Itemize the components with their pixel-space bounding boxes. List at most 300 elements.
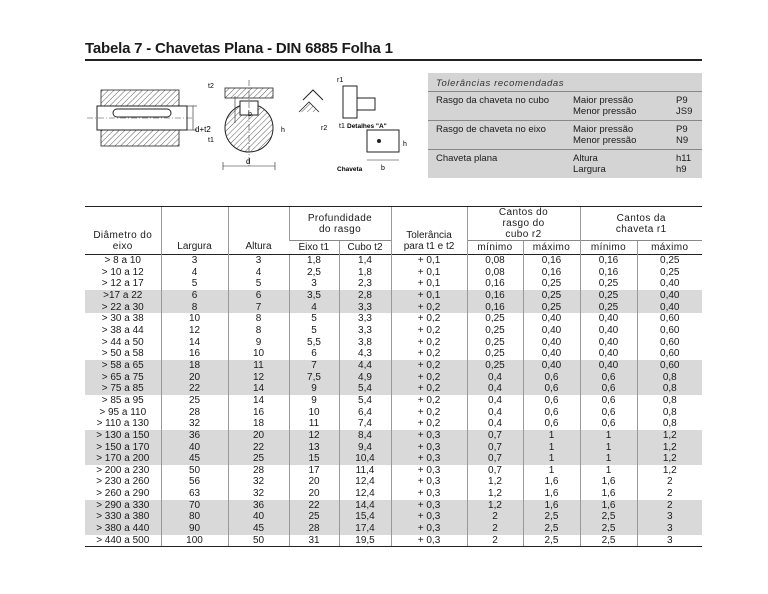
label-d-t2: d+t2 — [195, 125, 211, 134]
table-row — [85, 418, 702, 430]
table-cell: + 0,2 — [391, 383, 467, 395]
table-cell: 0,25 — [467, 325, 523, 337]
table-cell: 22 — [161, 383, 228, 395]
table-cell: 2,5 — [580, 511, 637, 523]
table-cell: + 0,3 — [391, 442, 467, 454]
table-cell: 1,8 — [289, 255, 339, 267]
table-cell: 7,5 — [289, 372, 339, 384]
table-row — [85, 523, 702, 535]
table-cell: + 0,3 — [391, 476, 467, 488]
table-row — [85, 500, 702, 512]
header-altura: Altura — [228, 207, 289, 255]
table-cell: 0,6 — [523, 383, 580, 395]
table-cell: 50 — [161, 465, 228, 477]
table-cell: 0,25 — [580, 302, 637, 314]
table-cell: 4 — [289, 302, 339, 314]
table-cell: 2,5 — [523, 535, 580, 547]
table-cell: 1,6 — [580, 476, 637, 488]
table-cell: > 130 a 150 — [85, 430, 161, 442]
table-cell: 5,4 — [339, 395, 391, 407]
table-cell: 0,40 — [523, 313, 580, 325]
table-cell: 0,25 — [523, 302, 580, 314]
table-cell: + 0,3 — [391, 465, 467, 477]
table-row — [85, 535, 702, 547]
table-cell: 0,40 — [637, 290, 702, 302]
table-cell: 0,6 — [580, 383, 637, 395]
table-cell: + 0,1 — [391, 267, 467, 279]
table-cell: 7 — [289, 360, 339, 372]
title-rule — [85, 59, 702, 61]
table-cell: 32 — [228, 488, 289, 500]
table-cell: 10 — [161, 313, 228, 325]
table-cell: 28 — [289, 523, 339, 535]
table-cell: 0,08 — [467, 267, 523, 279]
table-cell: 12,4 — [339, 476, 391, 488]
table-cell: 0,6 — [580, 395, 637, 407]
table-cell: 0,6 — [523, 395, 580, 407]
table-cell: 1,2 — [637, 465, 702, 477]
table-cell: 0,25 — [637, 267, 702, 279]
table-cell: + 0,2 — [391, 325, 467, 337]
table-cell: 0,60 — [637, 360, 702, 372]
header-minimo-r2: mínimo — [467, 241, 523, 255]
table-cell: 0,8 — [637, 395, 702, 407]
table-row — [85, 325, 702, 337]
table-cell: 0,60 — [637, 348, 702, 360]
table-cell: 0,8 — [637, 383, 702, 395]
table-cell: + 0,2 — [391, 337, 467, 349]
table-cell: 6 — [289, 348, 339, 360]
table-cell: 3 — [637, 523, 702, 535]
table-cell: 0,08 — [467, 255, 523, 267]
table-cell: 18 — [161, 360, 228, 372]
table-cell: 4,9 — [339, 372, 391, 384]
table-cell: 3 — [161, 255, 228, 267]
table-cell: + 0,2 — [391, 360, 467, 372]
table-cell: 13 — [289, 442, 339, 454]
table-cell: 4,3 — [339, 348, 391, 360]
table-cell: 11 — [228, 360, 289, 372]
table-row — [85, 278, 702, 290]
table-cell: 3 — [228, 255, 289, 267]
table-cell: 18 — [228, 418, 289, 430]
table-cell: 100 — [161, 535, 228, 547]
table-cell: + 0,3 — [391, 488, 467, 500]
table-row — [85, 290, 702, 302]
table-cell: 1 — [580, 453, 637, 465]
table-cell: 0,60 — [637, 337, 702, 349]
table-cell: > 30 a 38 — [101, 313, 144, 325]
table-cell: > 75 a 85 — [85, 383, 161, 395]
table-cell: 22 — [228, 442, 289, 454]
table-cell: 6,4 — [339, 407, 391, 419]
table-cell: > 95 a 110 — [99, 406, 147, 418]
table-cell: 0,16 — [523, 267, 580, 279]
table-cell: > 85 a 95 — [101, 394, 144, 406]
table-cell: + 0,2 — [391, 348, 467, 360]
table-cell: 0,40 — [580, 360, 637, 372]
table-cell: 8 — [161, 302, 228, 314]
header-cubo-t2: Cubo t2 — [339, 241, 391, 255]
table-cell: 0,6 — [523, 372, 580, 384]
header-profundidade: Profundidade do rasgo — [289, 207, 391, 241]
table-cell: 1 — [523, 465, 580, 477]
table-cell: + 0,3 — [391, 430, 467, 442]
table-cell: 0,6 — [523, 418, 580, 430]
table-cell: 2,5 — [523, 511, 580, 523]
table-cell: 2 — [637, 500, 702, 512]
table-cell: 1 — [580, 442, 637, 454]
table-cell: 1,6 — [580, 488, 637, 500]
table-cell: 8,4 — [339, 430, 391, 442]
table-cell: 15,4 — [339, 511, 391, 523]
shaft-side-view — [87, 90, 197, 146]
table-cell: 1,2 — [467, 500, 523, 512]
table-cell: > 22 a 30 — [85, 302, 161, 314]
table-cell: 40 — [228, 511, 289, 523]
svg-text:h: h — [281, 127, 285, 134]
table-cell: 1 — [523, 442, 580, 454]
header-tolerancia: Tolerância para t1 e t2 — [391, 207, 467, 255]
table-cell: 70 — [161, 500, 228, 512]
table-cell: 0,60 — [637, 325, 702, 337]
table-cell: 0,7 — [467, 465, 523, 477]
table-cell: 3 — [637, 511, 702, 523]
table-cell: 1 — [523, 430, 580, 442]
table-cell: 0,16 — [580, 267, 637, 279]
table-cell: 0,25 — [580, 278, 637, 290]
header-largura: Largura — [161, 207, 228, 255]
table-row — [85, 313, 702, 325]
page-title: Tabela 7 - Chavetas Plana - DIN 6885 Folha 1 — [85, 40, 393, 57]
table-cell: 0,4 — [467, 395, 523, 407]
table-cell: 19,5 — [339, 535, 391, 547]
table-cell: > 150 a 170 — [85, 442, 161, 454]
tolerance-header: Tolerâncias recomendadas — [436, 78, 565, 89]
tolerance-row: Rasgo de chaveta no eixo Maior pressão P9 Menor pressão N9 — [428, 120, 702, 150]
table-cell: > 8 a 10 — [85, 255, 161, 267]
table-cell: 40 — [161, 442, 228, 454]
table-cell: 2 — [637, 488, 702, 500]
header-cantos-r2: Cantos do rasgo do cubo r2 — [467, 207, 580, 241]
table-cell: 1,2 — [637, 430, 702, 442]
header-maximo-r2: máximo — [523, 241, 580, 255]
table-cell: 9,4 — [339, 442, 391, 454]
table-cell: > 10 a 12 — [101, 266, 144, 278]
table-cell: 5,5 — [289, 337, 339, 349]
label-r2: r2 — [321, 125, 328, 132]
table-cell: 22 — [289, 500, 339, 512]
table-cell: 1 — [523, 453, 580, 465]
table-cell: 0,7 — [467, 442, 523, 454]
table-cell: 3 — [289, 278, 339, 290]
table-cell: 45 — [228, 523, 289, 535]
table-row — [85, 360, 702, 372]
table-cell: 5 — [228, 278, 289, 290]
label-b: b — [248, 111, 252, 118]
table-cell: > 380 a 440 — [85, 523, 161, 535]
table-cell: 1,6 — [580, 500, 637, 512]
table-cell: 20 — [289, 476, 339, 488]
label-t2: t2 — [208, 83, 214, 90]
table-cell: 0,7 — [467, 453, 523, 465]
table-cell: 17 — [289, 465, 339, 477]
table-cell: > 38 a 44 — [101, 324, 144, 336]
table-cell: 6 — [228, 290, 289, 302]
table-cell: 1,2 — [467, 476, 523, 488]
table-cell: 0,16 — [580, 255, 637, 267]
table-cell: > 260 a 290 — [96, 488, 150, 500]
table-cell: 4 — [161, 267, 228, 279]
table-cell: 3,3 — [339, 325, 391, 337]
header-maximo-r1: máximo — [637, 241, 702, 255]
table-cell: 14 — [228, 383, 289, 395]
table-cell: 3,3 — [339, 302, 391, 314]
table-cell: 32 — [161, 418, 228, 430]
table-cell: + 0,3 — [391, 500, 467, 512]
table-cell: 1,6 — [523, 488, 580, 500]
table-cell: 11,4 — [339, 465, 391, 477]
table-cell: 1,2 — [637, 442, 702, 454]
table-cell: 0,8 — [637, 418, 702, 430]
header-diametro: Diâmetro do eixo — [85, 207, 161, 255]
table-cell: 36 — [161, 430, 228, 442]
table-cell: > 110 a 130 — [96, 418, 149, 430]
table-row — [85, 372, 702, 384]
table-cell: 16 — [161, 348, 228, 360]
label-b2: b — [381, 165, 385, 172]
label-t1-right: t1 — [339, 123, 345, 130]
table-cell: > 170 a 200 — [85, 453, 161, 465]
table-cell: 0,25 — [467, 337, 523, 349]
table-cell: > 200 a 230 — [96, 464, 150, 476]
table-cell: 17,4 — [339, 523, 391, 535]
table-cell: 0,6 — [580, 407, 637, 419]
table-cell: 5,4 — [339, 383, 391, 395]
table-cell: 0,40 — [580, 337, 637, 349]
table-cell: + 0,3 — [391, 523, 467, 535]
table-cell: 0,40 — [637, 278, 702, 290]
table-cell: 8 — [228, 313, 289, 325]
table-cell: 10 — [228, 348, 289, 360]
table-cell: 10,4 — [339, 453, 391, 465]
table-cell: 0,25 — [523, 278, 580, 290]
table-cell: > 12 a 17 — [101, 278, 144, 290]
keyway-table — [85, 206, 702, 547]
table-cell: 0,40 — [523, 348, 580, 360]
table-cell: 14 — [161, 337, 228, 349]
table-cell: 7 — [228, 302, 289, 314]
table-cell: 45 — [161, 453, 228, 465]
table-cell: 15 — [289, 453, 339, 465]
table-cell: 0,16 — [467, 290, 523, 302]
table-cell: 2,5 — [580, 523, 637, 535]
table-cell: + 0,2 — [391, 395, 467, 407]
table-cell: 0,25 — [467, 313, 523, 325]
table-cell: 0,25 — [637, 255, 702, 267]
table-cell: 0,16 — [467, 278, 523, 290]
table-cell: >17 a 22 — [85, 290, 161, 302]
tolerance-row: Chaveta plana Altura h11 Largura h9 — [428, 149, 702, 179]
table-cell: 50 — [228, 535, 289, 547]
table-cell: + 0,1 — [391, 255, 467, 267]
table-cell: 2,5 — [289, 267, 339, 279]
table-cell: 2 — [467, 511, 523, 523]
table-row — [85, 395, 702, 407]
table-cell: 0,40 — [580, 325, 637, 337]
table-cell: > 290 a 330 — [85, 500, 161, 512]
table-cell: + 0,2 — [391, 372, 467, 384]
table-cell: 25 — [161, 395, 228, 407]
table-cell: 5 — [161, 278, 228, 290]
table-cell: > 330 a 380 — [85, 511, 161, 523]
table-cell: 1 — [580, 465, 637, 477]
table-row — [85, 511, 702, 523]
table-cell: 14 — [228, 395, 289, 407]
table-cell: 31 — [289, 535, 339, 547]
table-cell: 0,40 — [523, 360, 580, 372]
table-cell: + 0,1 — [391, 278, 467, 290]
table-cell: 1,8 — [339, 267, 391, 279]
table-cell: 2 — [467, 523, 523, 535]
table-cell: 2 — [467, 535, 523, 547]
table-cell: 0,60 — [637, 313, 702, 325]
table-cell: 0,4 — [467, 372, 523, 384]
table-cell: > 230 a 260 — [96, 476, 150, 488]
table-cell: 63 — [161, 488, 228, 500]
label-t1-left: t1 — [208, 137, 214, 144]
table-cell: 1,6 — [523, 476, 580, 488]
table-cell: 2,5 — [580, 535, 637, 547]
table-cell: 0,25 — [580, 290, 637, 302]
table-row — [85, 267, 702, 279]
table-cell: 9 — [289, 383, 339, 395]
header-minimo-r1: mínimo — [580, 241, 637, 255]
table-cell: > 440 a 500 — [85, 535, 161, 547]
table-cell: + 0,3 — [391, 535, 467, 547]
table-cell: 2 — [637, 476, 702, 488]
table-cell: > 50 a 58 — [101, 348, 144, 360]
table-cell: 12 — [289, 430, 339, 442]
table-cell: 5 — [289, 313, 339, 325]
table-row — [85, 407, 702, 419]
table-cell: 0,8 — [637, 372, 702, 384]
table-cell: 90 — [161, 523, 228, 535]
table-cell: 1,2 — [637, 453, 702, 465]
table-cell: 1 — [580, 430, 637, 442]
table-cell: > 58 a 65 — [85, 360, 161, 372]
table-cell: + 0,2 — [391, 302, 467, 314]
table-cell: 2,5 — [523, 523, 580, 535]
table-row — [85, 302, 702, 314]
table-body — [85, 255, 702, 547]
table-cell: 9 — [289, 395, 339, 407]
table-cell: 8 — [228, 325, 289, 337]
table-cell: 28 — [228, 465, 289, 477]
keyway-drawings — [85, 68, 425, 188]
table-cell: 32 — [228, 476, 289, 488]
table-row — [85, 476, 702, 488]
table-cell: 0,40 — [580, 313, 637, 325]
table-cell: 12,4 — [339, 488, 391, 500]
table-cell: 1,2 — [467, 488, 523, 500]
table-cell: 0,40 — [580, 348, 637, 360]
table-row — [85, 255, 702, 267]
table-cell: 20 — [289, 488, 339, 500]
table-cell: 1,6 — [523, 500, 580, 512]
table-cell: 0,6 — [580, 372, 637, 384]
table-cell: > 44 a 50 — [101, 336, 144, 348]
table-cell: 0,7 — [467, 430, 523, 442]
table-cell: 0,8 — [637, 407, 702, 419]
table-row — [85, 337, 702, 349]
table-cell: 25 — [289, 511, 339, 523]
table-cell: 4,4 — [339, 360, 391, 372]
table-cell: > 65 a 75 — [85, 372, 161, 384]
table-cell: 16 — [228, 407, 289, 419]
tolerance-row: Rasgo da chaveta no cubo Maior pressão P9 Menor pressão JS9 — [428, 91, 702, 121]
table-row — [85, 465, 702, 477]
label-detalhes: Detalhes "A" — [347, 123, 387, 130]
label-r1: r1 — [337, 77, 344, 84]
table-cell: 6 — [161, 290, 228, 302]
table-cell: 2,8 — [339, 290, 391, 302]
table-cell: 0,4 — [467, 418, 523, 430]
table-cell: 0,6 — [523, 407, 580, 419]
table-cell: 12 — [228, 372, 289, 384]
table-cell: 0,25 — [467, 348, 523, 360]
header-cantos-r1: Cantos da chaveta r1 — [580, 207, 702, 241]
table-cell: 9 — [228, 337, 289, 349]
table-row — [85, 488, 702, 500]
table-cell: 36 — [228, 500, 289, 512]
table-cell: 10 — [289, 407, 339, 419]
table-cell: 0,25 — [523, 290, 580, 302]
table-cell: 0,40 — [523, 325, 580, 337]
table-cell: 0,40 — [523, 337, 580, 349]
table-cell: 0,16 — [523, 255, 580, 267]
table-cell: + 0,2 — [391, 407, 467, 419]
table-cell: 0,4 — [467, 383, 523, 395]
table-row — [85, 453, 702, 465]
table-cell: 12 — [161, 325, 228, 337]
table-cell: 56 — [161, 476, 228, 488]
table-cell: 1,4 — [339, 255, 391, 267]
table-cell: 11 — [289, 418, 339, 430]
table-cell: + 0,1 — [391, 290, 467, 302]
table-cell: + 0,3 — [391, 511, 467, 523]
table-cell: 2,3 — [339, 278, 391, 290]
table-cell: 5 — [289, 325, 339, 337]
label-chaveta: Chaveta — [337, 166, 363, 173]
table-row — [85, 383, 702, 395]
table-cell: 3,3 — [339, 313, 391, 325]
table-cell: + 0,2 — [391, 313, 467, 325]
table-cell: 3,5 — [289, 290, 339, 302]
table-cell: 0,25 — [467, 360, 523, 372]
table-row — [85, 442, 702, 454]
table-cell: 20 — [161, 372, 228, 384]
label-d: d — [246, 157, 251, 166]
table-cell: 4 — [228, 267, 289, 279]
tolerance-box — [428, 73, 702, 178]
table-row — [85, 348, 702, 360]
table-cell: + 0,2 — [391, 418, 467, 430]
header-eixo-t1: Eixo t1 — [289, 241, 339, 255]
table-cell: 7,4 — [339, 418, 391, 430]
table-cell: 0,16 — [467, 302, 523, 314]
table-cell: 0,40 — [637, 302, 702, 314]
